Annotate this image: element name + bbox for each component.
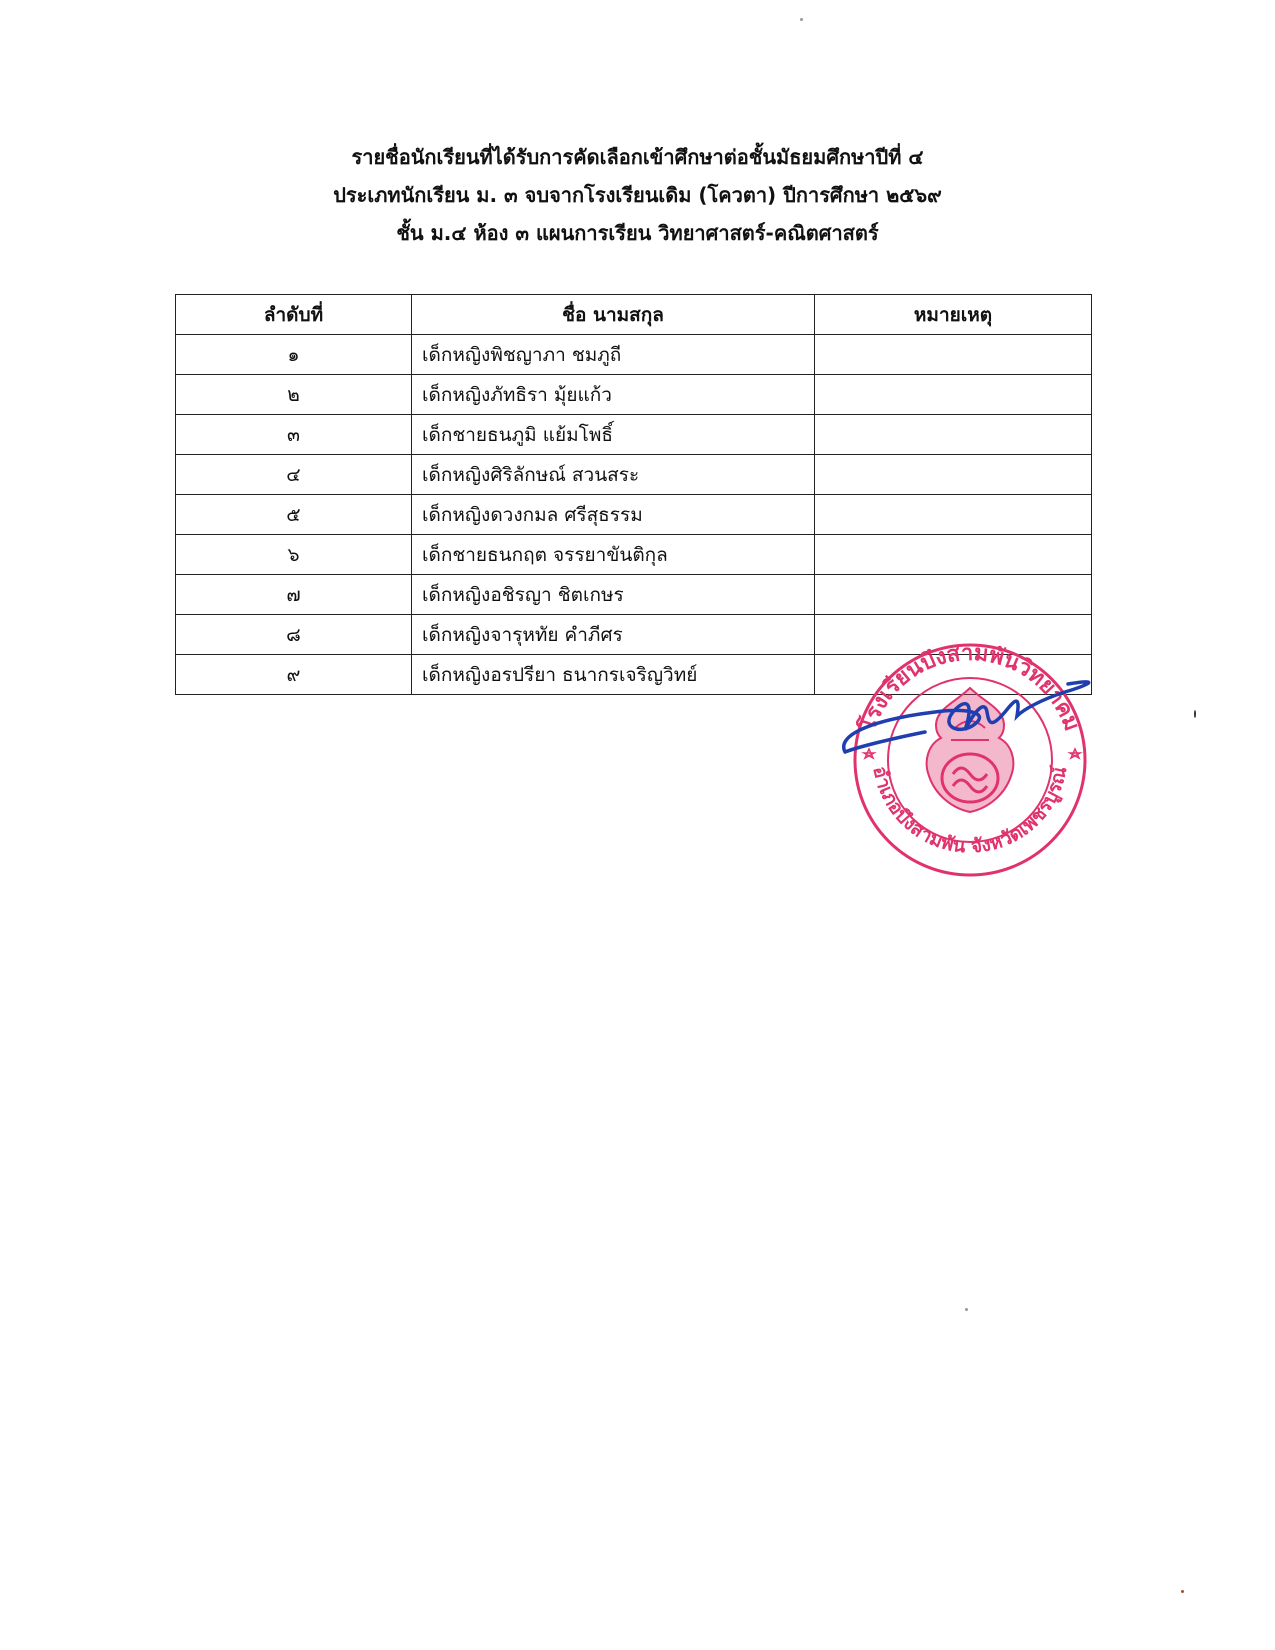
cell-name: เด็กหญิงพิชญาภา ชมภูถี — [412, 335, 815, 375]
cell-name: เด็กหญิงอชิรญา ชิตเกษร — [412, 575, 815, 615]
cell-name: เด็กหญิงภัทธิรา มุ้ยแก้ว — [412, 375, 815, 415]
cell-name: เด็กหญิงดวงกมล ศรีสุธรรม — [412, 495, 815, 535]
title-line-2: ประเภทนักเรียน ม. ๓ จบจากโรงเรียนเดิม (โควตา) ปีการศึกษา ๒๕๖๙ — [333, 183, 942, 207]
cell-order: ๘ — [176, 615, 412, 655]
table-row — [176, 575, 1092, 615]
cell-order: ๒ — [176, 375, 412, 415]
seal-bottom-text: อำเภอบึงสามพัน จังหวัดเพชรบูรณ์ — [868, 764, 1072, 858]
cell-name: เด็กหญิงอรปรียา ธนากรเจริญวิทย์ — [412, 655, 815, 695]
table-row — [176, 415, 1092, 455]
title-line-1: รายชื่อนักเรียนที่ได้รับการคัดเลือกเข้าศึกษาต่อชั้นมัธยมศึกษาปีที่ ๔ — [351, 145, 924, 169]
cell-order: ๕ — [176, 495, 412, 535]
cell-order: ๑ — [176, 335, 412, 375]
cell-order: ๔ — [176, 455, 412, 495]
cell-remark — [815, 495, 1092, 535]
cell-order: ๗ — [176, 575, 412, 615]
cell-remark — [815, 335, 1092, 375]
school-seal — [825, 640, 1125, 880]
cell-remark — [815, 415, 1092, 455]
scan-speck — [1194, 710, 1196, 718]
cell-name: เด็กชายธนกฤต จรรยาขันติกุล — [412, 535, 815, 575]
scan-speck — [800, 18, 803, 21]
header-order: ลำดับที่ — [176, 295, 412, 335]
cell-order: ๓ — [176, 415, 412, 455]
table-row — [176, 495, 1092, 535]
table-row — [176, 335, 1092, 375]
table-header-row — [176, 295, 1092, 335]
scan-speck — [965, 1308, 968, 1311]
scan-speck — [1181, 1590, 1184, 1593]
header-remark: หมายเหตุ — [815, 295, 1092, 335]
table-row — [176, 455, 1092, 495]
student-table — [175, 294, 1092, 695]
cell-name: เด็กหญิงศิริลักษณ์ สวนสระ — [412, 455, 815, 495]
seal-top-text: โรงเรียนบึงสามพันวิทยาคม — [855, 640, 1085, 735]
cell-name: เด็กหญิงจารุหทัย คำภีศร — [412, 615, 815, 655]
cell-remark — [815, 375, 1092, 415]
cell-order: ๖ — [176, 535, 412, 575]
cell-remark — [815, 455, 1092, 495]
document-title — [0, 138, 1275, 252]
table-row — [176, 535, 1092, 575]
table-row — [176, 375, 1092, 415]
cell-remark — [815, 535, 1092, 575]
cell-remark — [815, 575, 1092, 615]
cell-order: ๙ — [176, 655, 412, 695]
cell-name: เด็กชายธนภูมิ แย้มโพธิ์ — [412, 415, 815, 455]
header-name: ชื่อ นามสกุล — [412, 295, 815, 335]
title-line-3: ชั้น ม.๔ ห้อง ๓ แผนการเรียน วิทยาศาสตร์-คณิตศาสตร์ — [396, 221, 879, 245]
